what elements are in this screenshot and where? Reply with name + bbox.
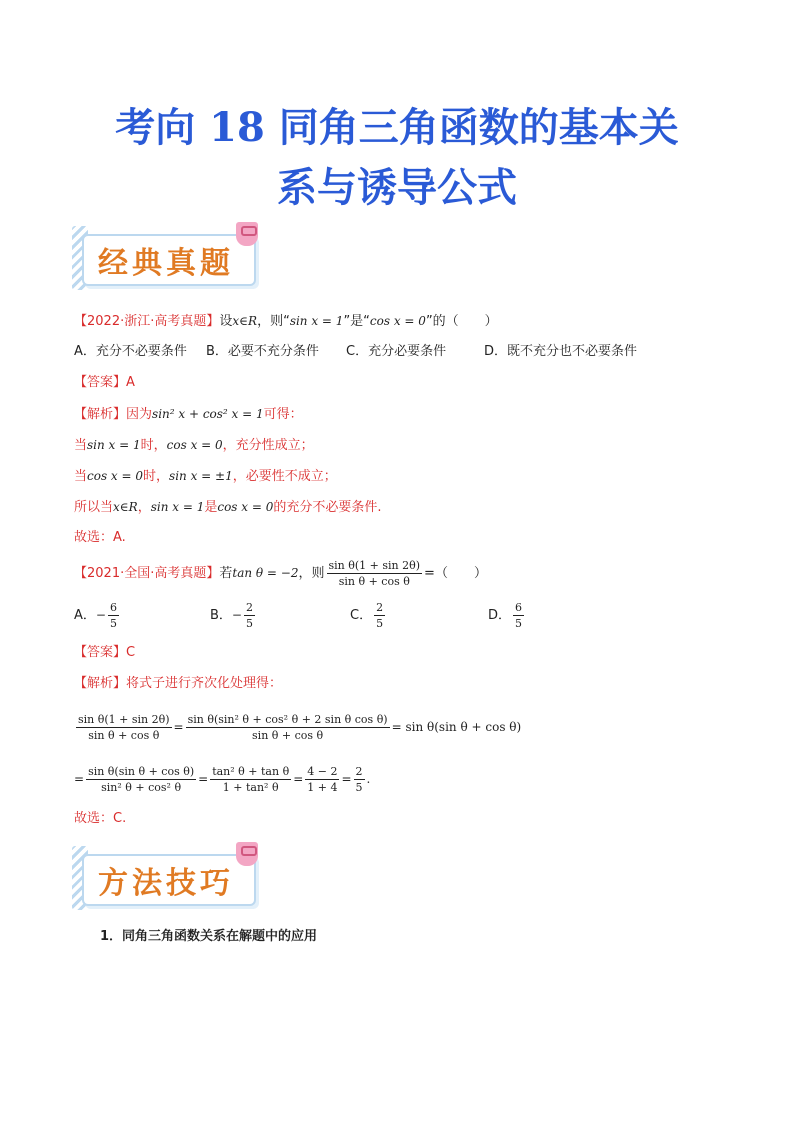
fraction-numerator: 6 bbox=[109, 601, 117, 614]
q1-analysis-1 bbox=[74, 404, 303, 425]
analysis-math: cos x = 0 bbox=[87, 469, 144, 483]
option-sign: − bbox=[95, 608, 106, 622]
analysis-text: 因为 bbox=[126, 407, 153, 422]
q2-answer bbox=[74, 643, 135, 663]
equals-sign: = bbox=[341, 772, 352, 786]
q2-option-b bbox=[210, 600, 350, 631]
q2-conclusion: 故选：C. bbox=[74, 811, 127, 826]
fraction-numerator: 2 bbox=[245, 601, 253, 614]
section-banner-classic bbox=[72, 222, 272, 292]
q2-tag: 【2021·全国·高考真题】 bbox=[74, 566, 220, 581]
q1-option-b: B．必要不充分条件 bbox=[206, 344, 319, 359]
fraction-numerator: sin θ(1 + sin 2θ) bbox=[78, 713, 170, 726]
eq-fraction bbox=[305, 764, 339, 795]
q1-option-c: C．充分必要条件 bbox=[346, 344, 447, 359]
answer-value: C bbox=[126, 645, 136, 660]
q1-option-d: D．既不充分也不必要条件 bbox=[484, 344, 638, 359]
fraction-numerator: 4 − 2 bbox=[307, 765, 338, 778]
fraction-denominator: sin² θ + cos² θ bbox=[101, 781, 182, 794]
q2-option-a bbox=[74, 600, 210, 631]
eq-fraction bbox=[76, 712, 172, 743]
q2-equation-1 bbox=[74, 712, 521, 743]
q1-stem-text: ，则“ bbox=[257, 314, 290, 329]
q2-option-d bbox=[488, 600, 526, 631]
option-letter: A． bbox=[74, 608, 96, 623]
q1-option-a: A．充分不必要条件 bbox=[74, 344, 187, 359]
q1-stem bbox=[74, 311, 498, 332]
equation-rhs: = sin θ(sin θ + cos θ) bbox=[391, 720, 522, 734]
answer-tag: 【答案】 bbox=[74, 645, 127, 660]
q2-stem-text: ，则 bbox=[298, 566, 325, 581]
q2-stem-text: =（ ） bbox=[424, 566, 487, 581]
analysis-text: 可得： bbox=[263, 407, 303, 422]
fraction-denominator: 5 bbox=[515, 617, 523, 630]
analysis-text: 的充分不必要条件. bbox=[273, 500, 382, 515]
section-banner-methods bbox=[72, 842, 272, 912]
answer-value: A bbox=[126, 375, 135, 390]
period: . bbox=[366, 772, 371, 786]
q2-stem bbox=[74, 558, 487, 589]
equals-sign: = bbox=[173, 720, 184, 734]
fraction-denominator: 1 + tan² θ bbox=[222, 781, 279, 794]
option-letter: C． bbox=[350, 608, 373, 623]
fraction-numerator: 6 bbox=[515, 601, 523, 614]
q2-fraction bbox=[327, 558, 423, 589]
q2-equation-2 bbox=[74, 764, 370, 795]
fraction-numerator: sin θ(1 + sin 2θ) bbox=[328, 559, 421, 572]
analysis-math: sin x = ±1 bbox=[169, 469, 233, 483]
answer-tag: 【答案】 bbox=[74, 375, 127, 390]
fraction-numerator: tan² θ + tan θ bbox=[212, 765, 290, 778]
q2-option-c bbox=[350, 600, 488, 631]
q2-stem-text: 若 bbox=[219, 566, 233, 581]
equals-sign: = bbox=[293, 772, 304, 786]
analysis-text: 时， bbox=[143, 469, 170, 484]
analysis-math: sin x = 1 bbox=[150, 500, 205, 514]
paper-clip-icon bbox=[236, 842, 258, 866]
title-line-1: 考向 18 同角三角函数的基本关 bbox=[115, 104, 679, 151]
option-sign: − bbox=[231, 608, 242, 622]
fraction-numerator: 2 bbox=[376, 601, 384, 614]
analysis-math: cos x = 0 bbox=[217, 500, 274, 514]
q1-stem-text: ”的（ ） bbox=[425, 314, 498, 329]
page-title bbox=[40, 98, 754, 218]
analysis-tag: 【解析】 bbox=[74, 407, 127, 422]
fraction-denominator: 5 bbox=[355, 781, 363, 794]
option-fraction bbox=[244, 600, 255, 631]
analysis-text: 所以当 bbox=[74, 500, 114, 515]
analysis-text: 当 bbox=[74, 438, 88, 453]
fraction-denominator: 1 + 4 bbox=[307, 781, 338, 794]
analysis-text: 当 bbox=[74, 469, 88, 484]
equals-sign: = bbox=[74, 772, 85, 786]
q1-analysis-4 bbox=[74, 497, 382, 518]
analysis-text: 是 bbox=[204, 500, 218, 515]
analysis-math: cos x = 0 bbox=[166, 438, 223, 452]
q1-answer bbox=[74, 373, 135, 393]
option-fraction bbox=[108, 600, 119, 631]
q1-math: sin x = 1 bbox=[289, 314, 344, 328]
eq-fraction bbox=[186, 712, 390, 743]
analysis-tag: 【解析】 bbox=[74, 676, 127, 691]
fraction-denominator: 5 bbox=[109, 617, 117, 630]
eq-fraction bbox=[210, 764, 291, 795]
fraction-denominator: sin θ + cos θ bbox=[88, 729, 160, 742]
option-letter: D． bbox=[488, 608, 512, 623]
analysis-math: x∈R bbox=[113, 500, 138, 514]
fraction-denominator: 5 bbox=[376, 617, 384, 630]
analysis-text: ， bbox=[137, 500, 151, 515]
analysis-text: 时， bbox=[140, 438, 167, 453]
analysis-text: ，必要性不成立； bbox=[232, 469, 337, 484]
fraction-denominator: sin θ + cos θ bbox=[252, 729, 324, 742]
banner-label: 经典真题 bbox=[98, 246, 234, 281]
q1-math: x∈R bbox=[232, 314, 258, 328]
fraction-numerator: sin θ(sin θ + cos θ) bbox=[88, 765, 195, 778]
paper-clip-icon bbox=[236, 222, 258, 246]
q1-stem-text: 设 bbox=[219, 314, 233, 329]
method-item-1: 1．同角三角函数关系在解题中的应用 bbox=[100, 929, 318, 944]
analysis-math: sin x = 1 bbox=[87, 438, 141, 452]
q1-conclusion: 故选：A. bbox=[74, 530, 126, 545]
q1-options bbox=[74, 342, 637, 362]
q1-analysis-2 bbox=[74, 435, 314, 456]
fraction-numerator: 2 bbox=[355, 765, 363, 778]
title-line-2: 系与诱导公式 bbox=[277, 164, 517, 211]
q2-options bbox=[74, 600, 526, 631]
option-fraction bbox=[513, 600, 524, 631]
banner-label: 方法技巧 bbox=[98, 866, 234, 901]
analysis-text: 将式子进行齐次化处理得： bbox=[126, 676, 283, 691]
fraction-denominator: sin θ + cos θ bbox=[338, 575, 410, 588]
equals-sign: = bbox=[198, 772, 209, 786]
eq-fraction bbox=[354, 764, 365, 795]
q1-analysis-3 bbox=[74, 466, 337, 487]
q1-math: cos x = 0 bbox=[369, 314, 426, 328]
fraction-denominator: 5 bbox=[245, 617, 253, 630]
analysis-math: sin² x + cos² x = 1 bbox=[152, 407, 264, 421]
fraction-numerator: sin θ(sin² θ + cos² θ + 2 sin θ cos θ) bbox=[187, 713, 388, 726]
option-letter: B． bbox=[210, 608, 232, 623]
eq-fraction bbox=[86, 764, 196, 795]
option-fraction bbox=[374, 600, 385, 631]
q1-tag: 【2022·浙江·高考真题】 bbox=[74, 314, 220, 329]
q2-analysis bbox=[74, 674, 282, 694]
q1-stem-text: ”是“ bbox=[343, 314, 370, 329]
analysis-text: ，充分性成立； bbox=[222, 438, 314, 453]
q2-math: tan θ = −2 bbox=[232, 566, 299, 580]
